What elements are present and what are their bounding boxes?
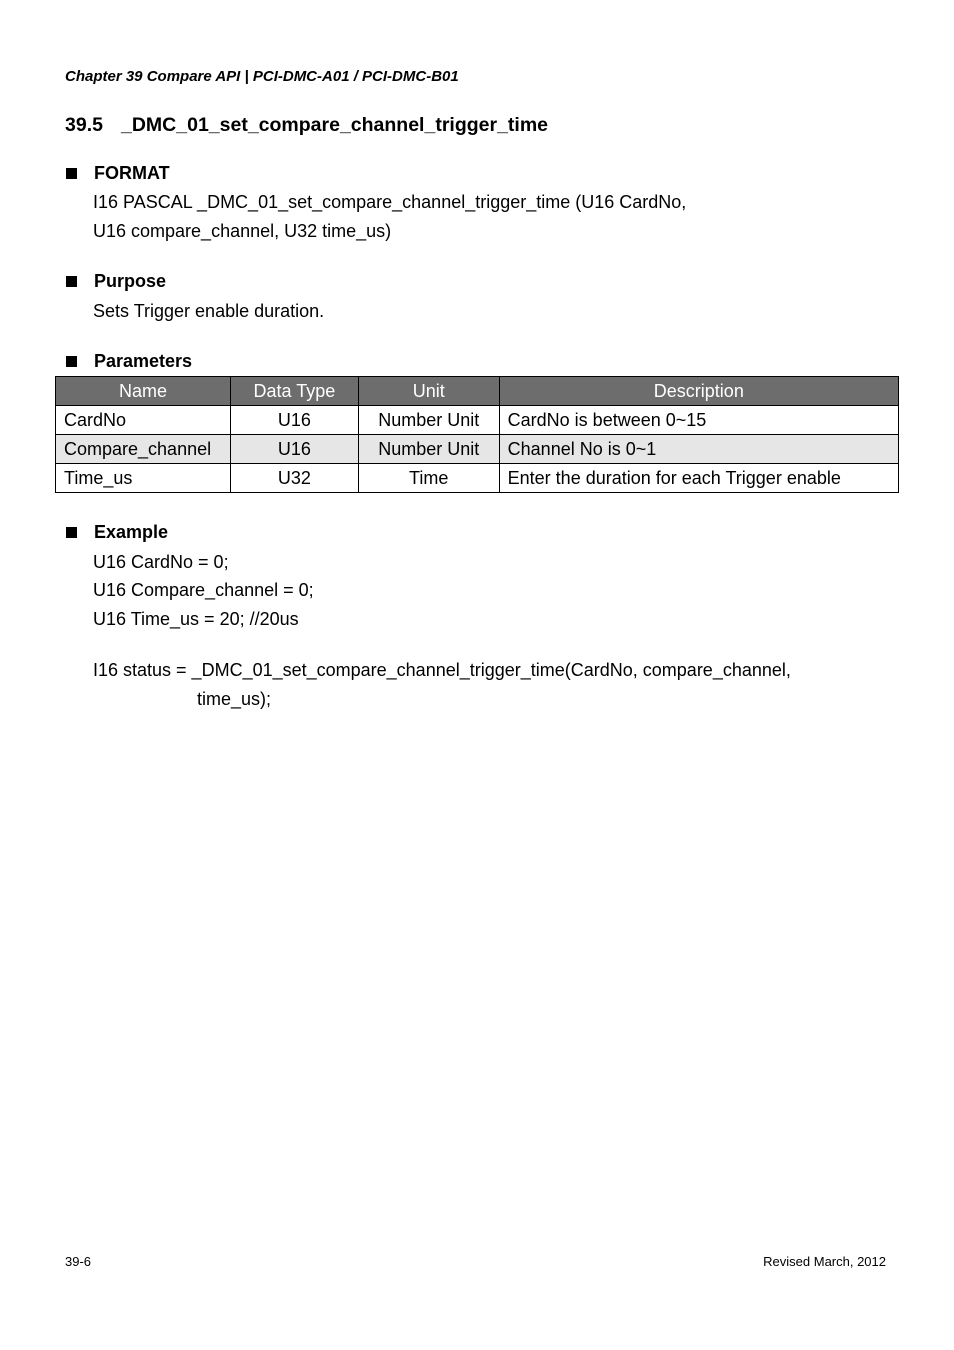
param-type: U16 xyxy=(230,435,358,464)
param-unit: Number Unit xyxy=(358,406,499,435)
table-row xyxy=(56,464,899,493)
chapter-header: Chapter 39 Compare API | PCI-DMC-A01 / PCI-DMC-B01 xyxy=(65,68,459,85)
purpose-text: Sets Trigger enable duration. xyxy=(93,301,325,321)
format-line-1: I16 PASCAL _DMC_01_set_compare_channel_trigger_time (U16 CardNo, xyxy=(93,192,687,212)
param-name: Compare_channel xyxy=(56,435,231,464)
param-description: Enter the duration for each Trigger enable xyxy=(499,464,898,493)
example-call-line-2: time_us); xyxy=(197,689,272,709)
bullet-square-icon xyxy=(66,527,77,538)
example-code-line: U16 Compare_channel = 0; xyxy=(93,580,314,600)
format-heading xyxy=(65,163,170,184)
param-type: U32 xyxy=(230,464,358,493)
example-call-line-1: I16 status = _DMC_01_set_compare_channel_trigger_time(CardNo, compare_channel, xyxy=(93,660,791,680)
example-heading-text: Example xyxy=(94,522,169,542)
revision-date: Revised March, 2012 xyxy=(763,1254,886,1269)
example-heading xyxy=(65,522,168,543)
param-name: Time_us xyxy=(56,464,231,493)
bullet-square-icon xyxy=(66,356,77,367)
page-number: 39-6 xyxy=(65,1254,92,1269)
param-unit: Number Unit xyxy=(358,435,499,464)
column-header: Data Type xyxy=(230,377,358,406)
column-header: Unit xyxy=(358,377,499,406)
parameters-table xyxy=(55,376,899,493)
column-header: Name xyxy=(56,377,231,406)
param-name: CardNo xyxy=(56,406,231,435)
purpose-heading-text: Purpose xyxy=(94,271,167,291)
param-description: CardNo is between 0~15 xyxy=(499,406,898,435)
bullet-square-icon xyxy=(66,168,77,179)
column-header: Description xyxy=(499,377,898,406)
format-heading-text: FORMAT xyxy=(94,163,170,183)
parameters-heading-text: Parameters xyxy=(94,351,193,371)
table-header-row xyxy=(56,377,899,406)
table-row xyxy=(56,406,899,435)
section-title-text: _DMC_01_set_compare_channel_trigger_time xyxy=(121,114,549,136)
table-row xyxy=(56,435,899,464)
section-title xyxy=(65,114,548,137)
purpose-heading xyxy=(65,271,166,292)
example-code-line: U16 Time_us = 20; //20us xyxy=(93,609,299,629)
param-type: U16 xyxy=(230,406,358,435)
example-code-line: U16 CardNo = 0; xyxy=(93,552,229,572)
param-description: Channel No is 0~1 xyxy=(499,435,898,464)
bullet-square-icon xyxy=(66,276,77,287)
param-unit: Time xyxy=(358,464,499,493)
format-line-2: U16 compare_channel, U32 time_us) xyxy=(93,221,392,241)
section-number: 39.5 xyxy=(65,114,103,136)
parameters-heading xyxy=(65,351,192,372)
